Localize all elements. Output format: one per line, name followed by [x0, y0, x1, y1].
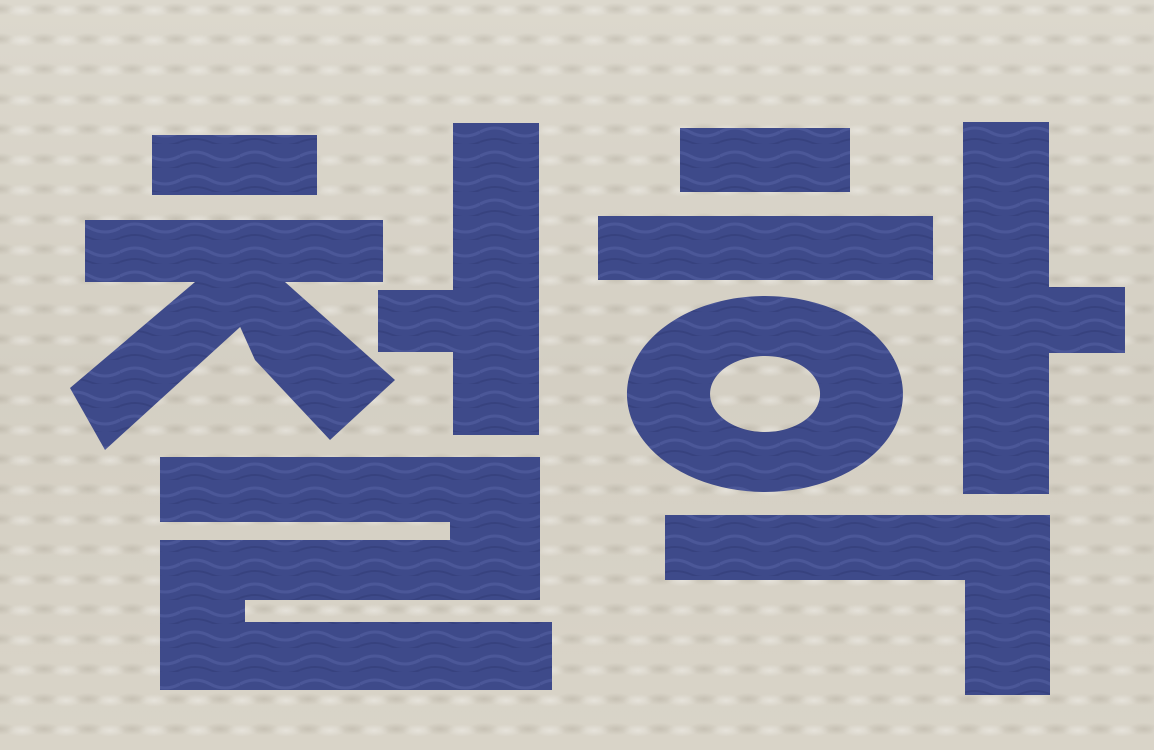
hak-a-vertical — [963, 122, 1049, 494]
cheol-eo-vertical — [453, 123, 539, 435]
hak-a-tick — [1045, 287, 1125, 353]
hak-hieut-top-stroke — [680, 128, 850, 192]
hak-giyeok-final — [665, 515, 1050, 695]
hak-hieut-circle — [627, 296, 903, 492]
cheol-chieut-bar — [85, 220, 383, 282]
syllable-cheol — [70, 123, 552, 690]
cheol-eo-tick — [378, 290, 458, 352]
cheol-rieul-final — [160, 457, 552, 690]
cheol-chieut-top-stroke — [152, 135, 317, 195]
syllable-hak — [598, 122, 1125, 695]
hak-hieut-bar — [598, 216, 933, 280]
cheol-chieut-right-leg — [220, 282, 395, 440]
